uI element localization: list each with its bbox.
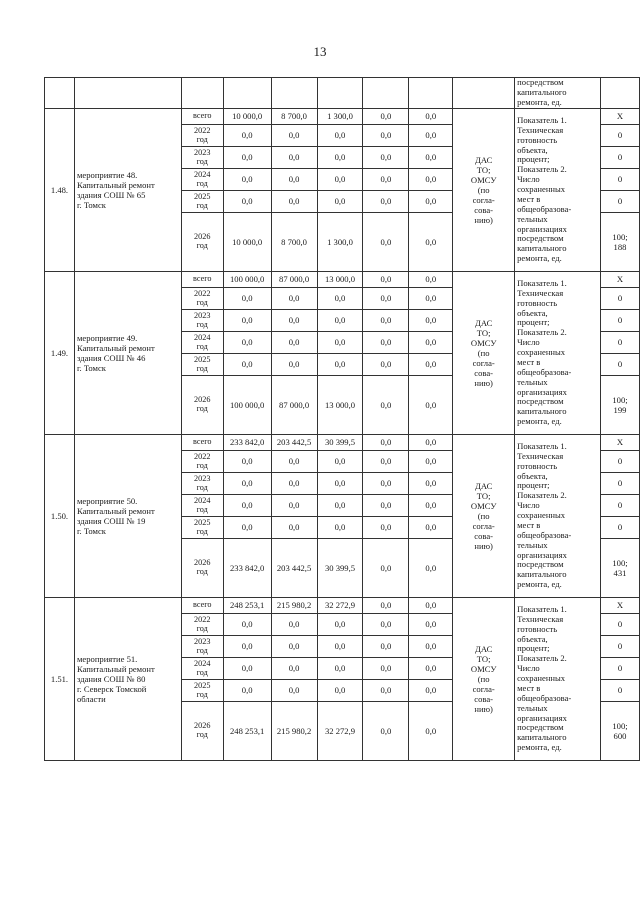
year-cell: всего [181,598,223,614]
indicator-text: Показатель 1. Техническая готовность объекта, процент; Показатель 2. Число сохраненных мест в общеобразова- тельных организациях посредством капитального ремонта, ед. [515,272,601,435]
amount-local: 0,0 [363,680,409,702]
amount-federal: 0,0 [271,636,317,658]
year-cell: всего [181,109,223,125]
amount-local: 0,0 [363,288,409,310]
amount-local: 0,0 [363,636,409,658]
continuation-row [45,78,640,109]
amount-local: 0,0 [363,495,409,517]
amount-regional: 0,0 [317,614,363,636]
amount-other: 0,0 [409,169,453,191]
item-name: мероприятие 51. Капитальный ремонт здания СОШ № 80 г. Северск Томской области [74,598,181,761]
executor: ДАС ТО; ОМСУ (по согла- сова- нию) [453,272,515,435]
result-value: 0 [601,636,640,658]
amount-other: 0,0 [409,680,453,702]
amount-total: 10 000,0 [223,213,271,272]
amount-regional: 0,0 [317,125,363,147]
result-value: 0 [601,451,640,473]
amount-local: 0,0 [363,702,409,761]
amount-regional: 32 272,9 [317,598,363,614]
amount-regional: 0,0 [317,354,363,376]
result-value: 0 [601,288,640,310]
year-cell: всего [181,435,223,451]
result-value: 100; 188 [601,213,640,272]
amount-other: 0,0 [409,213,453,272]
amount-federal: 203 442,5 [271,435,317,451]
amount-federal: 0,0 [271,680,317,702]
amount-other: 0,0 [409,310,453,332]
year-cell: 2023 год [181,473,223,495]
amount-regional: 0,0 [317,288,363,310]
amount-local: 0,0 [363,598,409,614]
year-cell: 2024 год [181,658,223,680]
item-name: мероприятие 50. Капитальный ремонт здания СОШ № 19 г. Томск [74,435,181,598]
year-cell: 2023 год [181,310,223,332]
amount-local: 0,0 [363,310,409,332]
amount-other: 0,0 [409,354,453,376]
amount-total: 0,0 [223,636,271,658]
amount-regional: 0,0 [317,473,363,495]
amount-other: 0,0 [409,517,453,539]
amount-federal: 0,0 [271,169,317,191]
cell [271,78,317,109]
amount-other: 0,0 [409,272,453,288]
amount-other: 0,0 [409,539,453,598]
cell [74,78,181,109]
year-cell: 2026 год [181,213,223,272]
amount-local: 0,0 [363,539,409,598]
amount-total: 233 842,0 [223,435,271,451]
result-value: 100; 431 [601,539,640,598]
amount-local: 0,0 [363,125,409,147]
amount-total: 0,0 [223,451,271,473]
amount-local: 0,0 [363,354,409,376]
executor: ДАС ТО; ОМСУ (по согла- сова- нию) [453,598,515,761]
year-cell: 2022 год [181,451,223,473]
table-row [45,435,640,451]
amount-federal: 0,0 [271,191,317,213]
indicator-text: Показатель 1. Техническая готовность объекта, процент; Показатель 2. Число сохраненных мест в общеобразова- тельных организациях посредством капитального ремонта, ед. [515,109,601,272]
amount-total: 248 253,1 [223,702,271,761]
amount-other: 0,0 [409,288,453,310]
amount-federal: 0,0 [271,658,317,680]
amount-total: 0,0 [223,495,271,517]
amount-federal: 0,0 [271,451,317,473]
result-value: 0 [601,495,640,517]
result-value: 100; 600 [601,702,640,761]
year-cell: 2023 год [181,636,223,658]
result-value: 0 [601,147,640,169]
amount-total: 0,0 [223,354,271,376]
amount-regional: 30 399,5 [317,435,363,451]
amount-other: 0,0 [409,125,453,147]
amount-regional: 13 000,0 [317,376,363,435]
table-row [45,109,640,125]
cell [601,78,640,109]
amount-regional: 0,0 [317,636,363,658]
result-value: 100; 199 [601,376,640,435]
amount-total: 0,0 [223,614,271,636]
amount-other: 0,0 [409,658,453,680]
result-value: 0 [601,614,640,636]
amount-total: 0,0 [223,125,271,147]
year-cell: 2024 год [181,169,223,191]
amount-total: 233 842,0 [223,539,271,598]
indicator-continuation: посредством капитального ремонта, ед. [515,78,601,109]
amount-federal: 8 700,0 [271,213,317,272]
amount-local: 0,0 [363,213,409,272]
amount-regional: 0,0 [317,191,363,213]
amount-other: 0,0 [409,435,453,451]
amount-local: 0,0 [363,658,409,680]
amount-local: 0,0 [363,147,409,169]
item-number: 1.48. [45,109,75,272]
year-cell: 2025 год [181,680,223,702]
year-cell: 2025 год [181,354,223,376]
result-value: 0 [601,169,640,191]
amount-regional: 13 000,0 [317,272,363,288]
amount-total: 0,0 [223,680,271,702]
result-value: 0 [601,354,640,376]
item-number: 1.49. [45,272,75,435]
amount-other: 0,0 [409,191,453,213]
amount-other: 0,0 [409,147,453,169]
amount-total: 0,0 [223,288,271,310]
amount-total: 0,0 [223,658,271,680]
amount-regional: 1 300,0 [317,213,363,272]
amount-federal: 0,0 [271,147,317,169]
result-value: 0 [601,332,640,354]
amount-local: 0,0 [363,272,409,288]
amount-local: 0,0 [363,435,409,451]
result-value: 0 [601,680,640,702]
amount-federal: 0,0 [271,354,317,376]
amount-other: 0,0 [409,109,453,125]
result-value: 0 [601,191,640,213]
amount-other: 0,0 [409,451,453,473]
amount-other: 0,0 [409,598,453,614]
result-value: 0 [601,125,640,147]
result-value: 0 [601,517,640,539]
item-number: 1.50. [45,435,75,598]
amount-regional: 1 300,0 [317,109,363,125]
amount-total: 0,0 [223,310,271,332]
amount-other: 0,0 [409,702,453,761]
result-value: Х [601,598,640,614]
item-name: мероприятие 49. Капитальный ремонт здания СОШ № 46 г. Томск [74,272,181,435]
cell [409,78,453,109]
executor: ДАС ТО; ОМСУ (по согла- сова- нию) [453,435,515,598]
year-cell: 2024 год [181,495,223,517]
result-value: Х [601,109,640,125]
year-cell: всего [181,272,223,288]
amount-regional: 0,0 [317,451,363,473]
amount-federal: 215 980,2 [271,598,317,614]
amount-federal: 203 442,5 [271,539,317,598]
amount-federal: 0,0 [271,473,317,495]
year-cell: 2026 год [181,376,223,435]
year-cell: 2022 год [181,614,223,636]
amount-federal: 0,0 [271,614,317,636]
year-cell: 2026 год [181,539,223,598]
amount-other: 0,0 [409,495,453,517]
amount-regional: 30 399,5 [317,539,363,598]
amount-regional: 0,0 [317,332,363,354]
cell [181,78,223,109]
amount-local: 0,0 [363,517,409,539]
amount-total: 248 253,1 [223,598,271,614]
amount-regional: 0,0 [317,658,363,680]
amount-total: 100 000,0 [223,272,271,288]
program-table [44,77,640,761]
page-number: 13 [313,44,327,59]
amount-regional: 0,0 [317,495,363,517]
year-cell: 2025 год [181,517,223,539]
amount-total: 0,0 [223,517,271,539]
indicator-text: Показатель 1. Техническая готовность объекта, процент; Показатель 2. Число сохраненных мест в общеобразова- тельных организациях посредством капитального ремонта, ед. [515,598,601,761]
result-value: 0 [601,473,640,495]
cell [45,78,75,109]
year-cell: 2022 год [181,288,223,310]
year-cell: 2024 год [181,332,223,354]
table-row [45,272,640,288]
amount-total: 0,0 [223,473,271,495]
amount-total: 0,0 [223,191,271,213]
result-value: 0 [601,310,640,332]
amount-federal: 87 000,0 [271,376,317,435]
year-cell: 2026 год [181,702,223,761]
amount-federal: 0,0 [271,495,317,517]
cell [363,78,409,109]
amount-regional: 0,0 [317,147,363,169]
amount-federal: 0,0 [271,288,317,310]
amount-local: 0,0 [363,473,409,495]
amount-other: 0,0 [409,614,453,636]
table-row [45,598,640,614]
amount-local: 0,0 [363,191,409,213]
result-value: Х [601,435,640,451]
amount-local: 0,0 [363,169,409,191]
result-value: 0 [601,658,640,680]
cell [453,78,515,109]
amount-regional: 32 272,9 [317,702,363,761]
item-number: 1.51. [45,598,75,761]
amount-regional: 0,0 [317,680,363,702]
cell [223,78,271,109]
year-cell: 2022 год [181,125,223,147]
amount-total: 0,0 [223,147,271,169]
amount-regional: 0,0 [317,517,363,539]
amount-total: 0,0 [223,169,271,191]
amount-other: 0,0 [409,332,453,354]
indicator-text: Показатель 1. Техническая готовность объекта, процент; Показатель 2. Число сохраненных мест в общеобразова- тельных организациях посредством капитального ремонта, ед. [515,435,601,598]
amount-total: 0,0 [223,332,271,354]
amount-federal: 0,0 [271,332,317,354]
amount-other: 0,0 [409,636,453,658]
amount-federal: 8 700,0 [271,109,317,125]
amount-total: 10 000,0 [223,109,271,125]
amount-federal: 0,0 [271,125,317,147]
amount-local: 0,0 [363,109,409,125]
year-cell: 2025 год [181,191,223,213]
amount-other: 0,0 [409,376,453,435]
cell [317,78,363,109]
amount-regional: 0,0 [317,169,363,191]
amount-federal: 215 980,2 [271,702,317,761]
amount-local: 0,0 [363,332,409,354]
amount-local: 0,0 [363,451,409,473]
executor: ДАС ТО; ОМСУ (по согла- сова- нию) [453,109,515,272]
amount-local: 0,0 [363,376,409,435]
amount-local: 0,0 [363,614,409,636]
result-value: Х [601,272,640,288]
amount-total: 100 000,0 [223,376,271,435]
amount-federal: 87 000,0 [271,272,317,288]
item-name: мероприятие 48. Капитальный ремонт здания СОШ № 65 г. Томск [74,109,181,272]
amount-federal: 0,0 [271,310,317,332]
amount-other: 0,0 [409,473,453,495]
year-cell: 2023 год [181,147,223,169]
amount-federal: 0,0 [271,517,317,539]
amount-regional: 0,0 [317,310,363,332]
